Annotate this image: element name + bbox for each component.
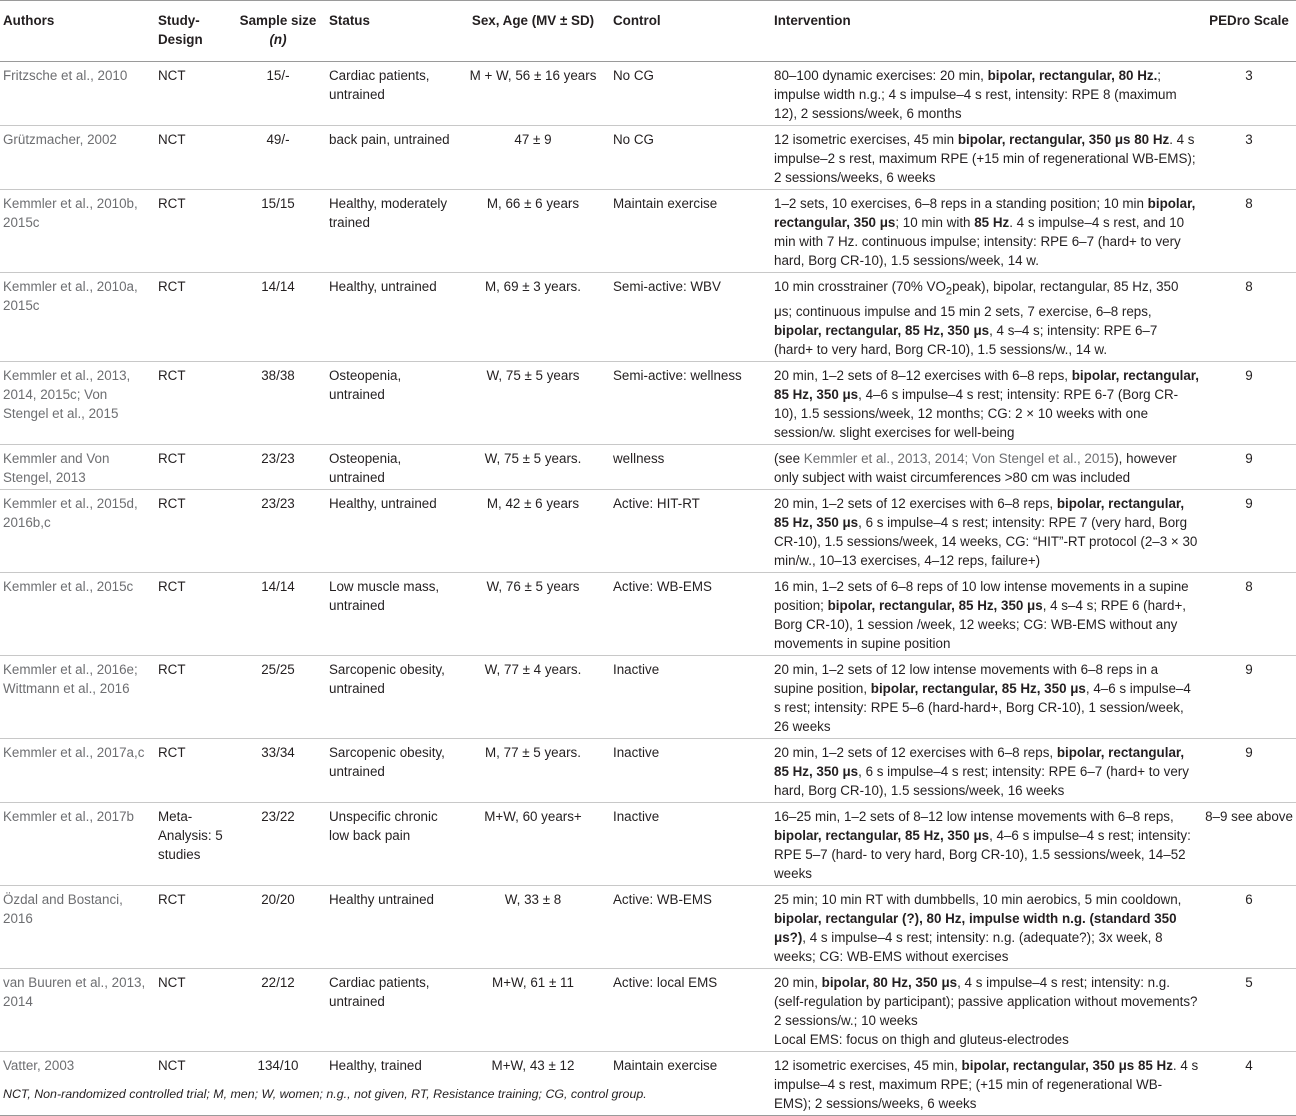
intervention-text: 1–2 sets, 10 exercises, 6–8 reps in a standing position; 10 min: [774, 196, 1148, 211]
cell-intervention: [771, 444, 1202, 489]
cell-authors: Kemmler et al., 2013, 2014, 2015c; Von Stengel et al., 2015: [0, 361, 155, 444]
stimulation-parameters: bipolar, rectangular, 85 Hz, 350 μs: [774, 744, 1185, 779]
stimulation-parameters: bipolar, rectangular, 85 Hz, 350 μs: [774, 495, 1185, 530]
cell-control: Active: WB-EMS: [610, 885, 771, 968]
table-row: [0, 885, 1296, 968]
cell-status: Healthy, untrained: [326, 489, 456, 572]
cell-pedro-scale: 3: [1202, 126, 1296, 190]
cell-control: Active: HIT-RT: [610, 489, 771, 572]
table-row: [0, 361, 1296, 444]
table-row: [0, 802, 1296, 885]
cell-sample-size: 23/23: [230, 444, 326, 489]
stimulation-parameters: bipolar, rectangular, 85 Hz, 350 μs: [774, 367, 1199, 402]
cell-sample-size: 25/25: [230, 655, 326, 738]
intervention-text: , 4 s impulse–4 s rest; intensity: n.g. (adequate?); 3x week, 8 weeks; CG: WB-EMS without exercises: [774, 929, 1163, 964]
cell-control: Active: WB-EMS: [610, 572, 771, 655]
cell-sample-size: 23/22: [230, 802, 326, 885]
cell-sex-age: M, 69 ± 3 years.: [456, 273, 610, 362]
cell-pedro-scale: 8: [1202, 273, 1296, 362]
cell-intervention: [771, 273, 1202, 362]
cell-study-design: NCT: [155, 1051, 230, 1115]
stimulation-parameters: bipolar, rectangular, 350 μs 85 Hz: [961, 1057, 1173, 1073]
cell-pedro-scale: 3: [1202, 62, 1296, 126]
cell-sample-size: 14/14: [230, 572, 326, 655]
stimulation-parameters: bipolar, rectangular, 85 Hz, 350 μs: [870, 680, 1086, 696]
stimulation-parameters: bipolar, rectangular, 85 Hz, 350 μs: [774, 827, 990, 843]
intervention-text: . 4 s impulse–4 s rest, maximum RPE; (+15 min of regenerational WB-EMS); 2 sessions/weeks, 6 weeks: [774, 1057, 1199, 1111]
cell-control: Maintain exercise: [610, 190, 771, 273]
intervention-text: 20 min,: [774, 974, 822, 990]
cell-intervention: [771, 572, 1202, 655]
cell-pedro-scale: 5: [1202, 968, 1296, 1051]
cell-sample-size: 23/23: [230, 489, 326, 572]
intervention-text: , 4 s–4 s; intensity: RPE 6–7 (hard+ to very hard, Borg CR-10), 1.5 sessions/w., 14 w.: [774, 322, 1158, 357]
cell-sex-age: M, 66 ± 6 years: [456, 190, 610, 273]
intervention-text: , 4–6 s impulse–4 s rest; intensity: RPE 5–6 (hard-hard+, Borg CR-10), 1 session/week, 26 weeks: [774, 680, 1191, 734]
header-authors: Authors: [0, 1, 155, 62]
intervention-text: , 6 s impulse–4 s rest; intensity: RPE 7 (very hard, Borg CR-10), 1.5 sessions/week, 14 weeks, CG: “HIT”-RT protocol (2–3 × 30 min/w., 10–13 exercises, 4–12 reps, failure+): [774, 514, 1198, 568]
cell-status: back pain, untrained: [326, 126, 456, 190]
intervention-text: 16–25 min, 1–2 sets of 8–12 low intense movements with 6–8 reps,: [774, 808, 1174, 824]
cell-sample-size: 134/10: [230, 1051, 326, 1115]
cell-authors: Kemmler and Von Stengel, 2013: [0, 444, 155, 489]
cell-authors: van Buuren et al., 2013, 2014: [0, 968, 155, 1051]
cell-intervention: [771, 1051, 1202, 1115]
intervention-text: 12 isometric exercises, 45 min,: [774, 1057, 962, 1073]
cell-intervention: [771, 489, 1202, 572]
cell-study-design: RCT: [155, 885, 230, 968]
table-row: [0, 62, 1296, 126]
cell-sample-size: 15/-: [230, 62, 326, 126]
cell-authors: Kemmler et al., 2010a, 2015c: [0, 273, 155, 362]
cell-sample-size: 22/12: [230, 968, 326, 1051]
cell-pedro-scale: 8: [1202, 190, 1296, 273]
cell-status: Cardiac patients, untrained: [326, 968, 456, 1051]
table-row: [0, 489, 1296, 572]
table-row: [0, 126, 1296, 190]
cell-sample-size: 20/20: [230, 885, 326, 968]
cell-authors: Vatter, 2003: [0, 1051, 155, 1115]
stimulation-parameters: 85 Hz: [974, 215, 1010, 230]
cell-intervention: [771, 62, 1202, 126]
cell-pedro-scale: 9: [1202, 655, 1296, 738]
stimulation-parameters: bipolar, rectangular, 85 Hz, 350 μs: [774, 322, 990, 338]
cell-sex-age: W, 75 ± 5 years.: [456, 444, 610, 489]
cell-status: Healthy, untrained: [326, 273, 456, 362]
cell-pedro-scale: 9: [1202, 444, 1296, 489]
intervention-text: , 4–6 s impulse–4 s rest; intensity: RPE 5–7 (hard- to very hard, Borg CR-10), 1.5 sessions/week, 14–52 weeks: [774, 827, 1191, 881]
cell-control: Inactive: [610, 655, 771, 738]
cell-status: Healthy untrained: [326, 885, 456, 968]
intervention-text: ; impulse width n.g.; 4 s impulse–4 s rest, intensity: RPE 8 (maximum 12), 2 sessions/week, 6 months: [774, 68, 1177, 121]
cell-status: Healthy, moderately trained: [326, 190, 456, 273]
cell-intervention: [771, 190, 1202, 273]
cell-status: Sarcopenic obesity, untrained: [326, 655, 456, 738]
intervention-text: 20 min, 1–2 sets of 12 low intense movements with 6–8 reps in a supine position,: [774, 661, 1159, 696]
intervention-text: 10 min crosstrainer (70% VO: [774, 279, 946, 294]
cell-study-design: RCT: [155, 489, 230, 572]
cell-status: Unspecific chronic low back pain: [326, 802, 456, 885]
header-pedro-scale: PEDro Scale: [1202, 1, 1296, 62]
cell-study-design: RCT: [155, 444, 230, 489]
table-row: [0, 444, 1296, 489]
header-sample-size-label: Sample size: [239, 13, 317, 28]
cell-control: Inactive: [610, 738, 771, 802]
cell-control: Semi-active: WBV: [610, 273, 771, 362]
cell-control: Maintain exercise: [610, 1051, 771, 1115]
header-control: Control: [610, 1, 771, 62]
cell-sample-size: 49/-: [230, 126, 326, 190]
cell-intervention: [771, 802, 1202, 885]
cell-study-design: NCT: [155, 126, 230, 190]
stimulation-parameters: bipolar, rectangular, 80 Hz.: [987, 68, 1158, 83]
intervention-text: 80–100 dynamic exercises: 20 min,: [774, 68, 988, 83]
cell-pedro-scale: 9: [1202, 738, 1296, 802]
cell-status: Cardiac patients, untrained: [326, 62, 456, 126]
cell-authors: Fritzsche et al., 2010: [0, 62, 155, 126]
cell-intervention: [771, 738, 1202, 802]
cell-status: Healthy, trained: [326, 1051, 456, 1115]
table-row: [0, 655, 1296, 738]
intervention-text: 20 min, 1–2 sets of 8–12 exercises with 6–8 reps,: [774, 367, 1072, 383]
cell-intervention: [771, 968, 1202, 1051]
cell-sex-age: M+W, 61 ± 11: [456, 968, 610, 1051]
intervention-text: Local EMS: focus on thigh and gluteus-electrodes: [774, 1031, 1069, 1047]
cell-pedro-scale: 9: [1202, 361, 1296, 444]
cell-study-design: RCT: [155, 190, 230, 273]
cell-sex-age: M, 42 ± 6 years: [456, 489, 610, 572]
cell-status: Low muscle mass, untrained: [326, 572, 456, 655]
cell-intervention: [771, 655, 1202, 738]
header-status: Status: [326, 1, 456, 62]
cell-sex-age: M+W, 43 ± 12: [456, 1051, 610, 1115]
header-sample-size-n: (n): [269, 32, 287, 47]
cell-authors: Kemmler et al., 2010b, 2015c: [0, 190, 155, 273]
cell-sex-age: W, 33 ± 8: [456, 885, 610, 968]
cell-intervention: [771, 126, 1202, 190]
stimulation-parameters: bipolar, rectangular (?), 80 Hz, impulse width n.g. (standard 350 μs?): [774, 910, 1177, 945]
cell-sex-age: W, 76 ± 5 years: [456, 572, 610, 655]
cell-study-design: RCT: [155, 273, 230, 362]
header-sex-age: Sex, Age (MV ± SD): [456, 1, 610, 62]
cell-sex-age: W, 75 ± 5 years: [456, 361, 610, 444]
cell-sex-age: M, 77 ± 5 years.: [456, 738, 610, 802]
table-row: [0, 738, 1296, 802]
cell-study-design: Meta-Analysis: 5 studies: [155, 802, 230, 885]
intervention-text: 12 isometric exercises, 45 min: [774, 132, 958, 147]
cell-sex-age: 47 ± 9: [456, 126, 610, 190]
cell-sex-age: W, 77 ± 4 years.: [456, 655, 610, 738]
cell-sex-age: M+W, 60 years+: [456, 802, 610, 885]
intervention-text: , 4 s impulse–4 s rest; intensity: n.g. (self-regulation by participant); passive application without movements? 2 sessions/w.; 10 weeks: [774, 974, 1198, 1028]
intervention-text: ), however only subject with waist circumferences >80 cm was included: [774, 450, 1177, 485]
cell-study-design: RCT: [155, 655, 230, 738]
stimulation-parameters: bipolar, rectangular, 350 μs 80 Hz: [957, 132, 1170, 147]
cell-pedro-scale: 8: [1202, 572, 1296, 655]
cell-pedro-scale: 6: [1202, 885, 1296, 968]
cell-study-design: NCT: [155, 968, 230, 1051]
stimulation-parameters: bipolar, rectangular, 85 Hz, 350 μs: [827, 597, 1043, 613]
intervention-text: , 4–6 s impulse–4 s rest; intensity: RPE 6-7 (Borg CR-10), 1.5 sessions/week, 12 months; CG: 2 × 10 weeks with one session/w. slight exercises for well-being: [774, 386, 1179, 440]
cell-study-design: NCT: [155, 62, 230, 126]
cell-intervention: [771, 885, 1202, 968]
table-row: [0, 1051, 1296, 1115]
intervention-text: peak), bipolar, rectangular, 85 Hz, 350 μs; continuous impulse and 15 min 2 sets, 7 exercise, 6–8 reps,: [774, 279, 1179, 319]
header-intervention: Intervention: [771, 1, 1202, 62]
cell-status: Sarcopenic obesity, untrained: [326, 738, 456, 802]
intervention-text: . 4 s impulse–4 s rest, and 10 min with 7 Hz. continuous impulse; intensity: RPE 6–7 (hard+ to very hard, Borg CR-10), 1.5 sessions/week, 14 w.: [774, 215, 1185, 268]
table-row: [0, 572, 1296, 655]
intervention-text: (see: [774, 450, 804, 466]
intervention-text: 25 min; 10 min RT with dumbbells, 10 min aerobics, 5 min cooldown,: [774, 891, 1182, 907]
cell-authors: Kemmler et al., 2017a,c: [0, 738, 155, 802]
intervention-text: . 4 s impulse–2 s rest, maximum RPE (+15 min of regenerational WB-EMS); 2 sessions/weeks, 6 weeks: [774, 132, 1196, 185]
cell-sample-size: 14/14: [230, 273, 326, 362]
cell-sample-size: 38/38: [230, 361, 326, 444]
cell-control: No CG: [610, 126, 771, 190]
cell-authors: Grützmacher, 2002: [0, 126, 155, 190]
cell-control: No CG: [610, 62, 771, 126]
intervention-text: 20 min, 1–2 sets of 12 exercises with 6–8 reps,: [774, 744, 1057, 760]
cell-pedro-scale: 8–9 see above: [1202, 802, 1296, 885]
cell-sample-size: 15/15: [230, 190, 326, 273]
cell-study-design: RCT: [155, 738, 230, 802]
intervention-text: 16 min, 1–2 sets of 6–8 reps of 10 low intense movements in a supine position;: [774, 578, 1189, 613]
stimulation-parameters: bipolar, 80 Hz, 350 μs: [821, 974, 958, 990]
table-row: [0, 968, 1296, 1051]
header-row: [0, 1, 1296, 62]
cell-status: Osteopenia, untrained: [326, 444, 456, 489]
cell-sample-size: 33/34: [230, 738, 326, 802]
table-footnote: NCT, Non-randomized controlled trial; M, men; W, women; n.g., not given, RT, Resistance training; CG, control group.: [3, 1087, 647, 1101]
header-study-design: Study-Design: [155, 1, 230, 62]
intervention-text: , 4 s–4 s; RPE 6 (hard+, Borg CR-10), 1 session /week, 12 weeks; CG: WB-EMS without any movements in supine position: [774, 597, 1186, 651]
subscript: 2: [945, 285, 953, 298]
table-row: [0, 273, 1296, 362]
cell-control: Semi-active: wellness: [610, 361, 771, 444]
cell-pedro-scale: 4: [1202, 1051, 1296, 1115]
intervention-text: , 6 s impulse–4 s rest; intensity: RPE 6–7 (hard+ to very hard, Borg CR-10), 1.5 sessions/week, 16 weeks: [774, 763, 1189, 798]
cell-status: Osteopenia, untrained: [326, 361, 456, 444]
cell-control: wellness: [610, 444, 771, 489]
cell-control: Active: local EMS: [610, 968, 771, 1051]
cell-authors: Kemmler et al., 2015c: [0, 572, 155, 655]
cell-pedro-scale: 9: [1202, 489, 1296, 572]
table-row: [0, 190, 1296, 273]
stimulation-parameters: bipolar, rectangular, 350 μs: [774, 196, 1196, 230]
cell-authors: Özdal and Bostanci, 2016: [0, 885, 155, 968]
cell-control: Inactive: [610, 802, 771, 885]
cell-study-design: RCT: [155, 572, 230, 655]
intervention-text: ; 10 min with: [895, 215, 975, 230]
cell-intervention: [771, 361, 1202, 444]
cell-study-design: RCT: [155, 361, 230, 444]
cell-authors: Kemmler et al., 2017b: [0, 802, 155, 885]
cell-sex-age: M + W, 56 ± 16 years: [456, 62, 610, 126]
header-sample-size: [230, 1, 326, 62]
cell-authors: Kemmler et al., 2015d, 2016b,c: [0, 489, 155, 572]
intervention-text: 20 min, 1–2 sets of 12 exercises with 6–8 reps,: [774, 495, 1057, 511]
reference-link[interactable]: Kemmler et al., 2013, 2014; Von Stengel et al., 2015: [803, 450, 1115, 466]
table-body: [0, 62, 1296, 1116]
cell-authors: Kemmler et al., 2016e; Wittmann et al., 2016: [0, 655, 155, 738]
